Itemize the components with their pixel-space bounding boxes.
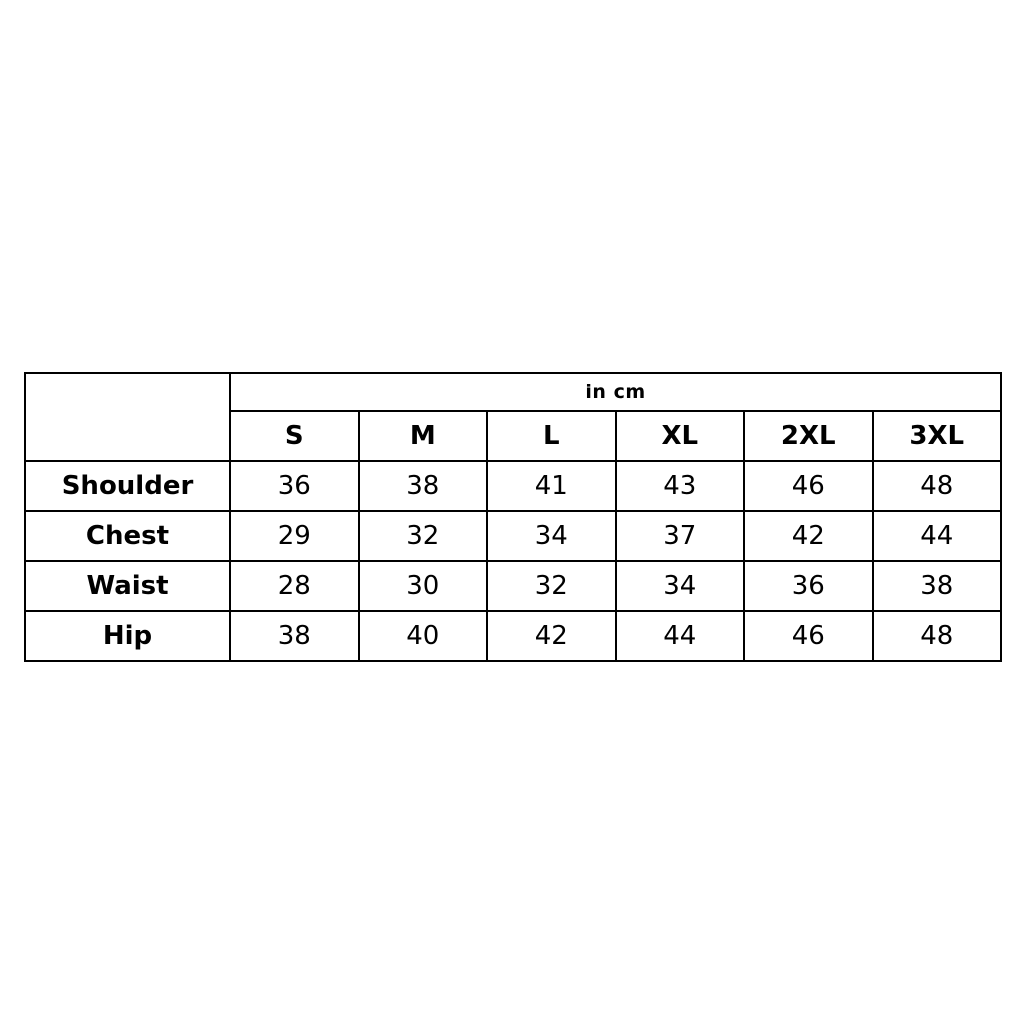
unit-label-cell: in cm bbox=[230, 373, 1001, 411]
cell-shoulder-2xl: 46 bbox=[744, 461, 873, 511]
cell-waist-s: 28 bbox=[230, 561, 359, 611]
cell-waist-2xl: 36 bbox=[744, 561, 873, 611]
table-row-size-headers bbox=[25, 411, 1001, 461]
column-header-3xl: 3XL bbox=[873, 411, 1002, 461]
table-row bbox=[25, 511, 1001, 561]
column-header-xl: XL bbox=[616, 411, 745, 461]
column-header-l: L bbox=[487, 411, 616, 461]
cell-hip-3xl: 48 bbox=[873, 611, 1002, 661]
cell-hip-m: 40 bbox=[359, 611, 488, 661]
cell-hip-2xl: 46 bbox=[744, 611, 873, 661]
cell-chest-m: 32 bbox=[359, 511, 488, 561]
cell-chest-s: 29 bbox=[230, 511, 359, 561]
table-row bbox=[25, 561, 1001, 611]
cell-shoulder-m: 38 bbox=[359, 461, 488, 511]
cell-waist-m: 30 bbox=[359, 561, 488, 611]
cell-chest-xl: 37 bbox=[616, 511, 745, 561]
cell-hip-s: 38 bbox=[230, 611, 359, 661]
row-header-waist: Waist bbox=[25, 561, 230, 611]
cell-waist-3xl: 38 bbox=[873, 561, 1002, 611]
cell-waist-l: 32 bbox=[487, 561, 616, 611]
cell-shoulder-s: 36 bbox=[230, 461, 359, 511]
table-row bbox=[25, 461, 1001, 511]
cell-hip-xl: 44 bbox=[616, 611, 745, 661]
size-chart-table bbox=[24, 372, 1002, 662]
table-row-unit bbox=[25, 373, 1001, 411]
cell-chest-3xl: 44 bbox=[873, 511, 1002, 561]
row-header-shoulder: Shoulder bbox=[25, 461, 230, 511]
size-chart-container bbox=[24, 372, 1000, 662]
row-header-chest: Chest bbox=[25, 511, 230, 561]
cell-shoulder-l: 41 bbox=[487, 461, 616, 511]
row-header-hip: Hip bbox=[25, 611, 230, 661]
column-header-m: M bbox=[359, 411, 488, 461]
column-header-2xl: 2XL bbox=[744, 411, 873, 461]
table-row bbox=[25, 611, 1001, 661]
cell-shoulder-3xl: 48 bbox=[873, 461, 1002, 511]
cell-chest-l: 34 bbox=[487, 511, 616, 561]
cell-waist-xl: 34 bbox=[616, 561, 745, 611]
cell-shoulder-xl: 43 bbox=[616, 461, 745, 511]
cell-chest-2xl: 42 bbox=[744, 511, 873, 561]
cell-hip-l: 42 bbox=[487, 611, 616, 661]
corner-cell bbox=[25, 373, 230, 411]
column-header-s: S bbox=[230, 411, 359, 461]
corner-cell-lower bbox=[25, 411, 230, 461]
